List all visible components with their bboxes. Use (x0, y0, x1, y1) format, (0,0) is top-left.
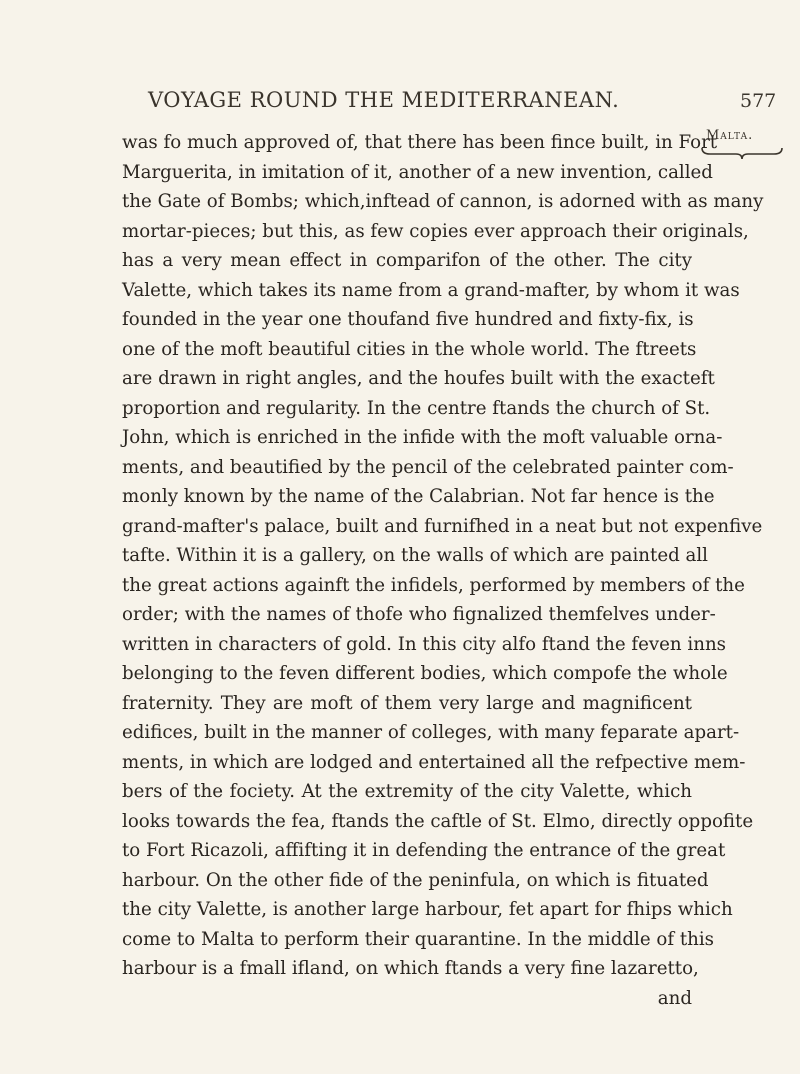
text-line: harbour. On the other fide of the peninfula, on which is fituated (122, 869, 709, 891)
text-line: the Gate of Bombs; which,inftead of cannon, is adorned with as many (122, 191, 764, 212)
text-line: tafte. Within it is a gallery, on the walls of which are painted all (122, 545, 708, 566)
text-line: one of the moft beautiful cities in the whole world. The ftreets (122, 338, 697, 360)
text-line: the city Valette, is another large harbour, fet apart for fhips which (122, 899, 733, 920)
text-line: John, which is enriched in the infide with the moft valuable orna- (122, 427, 723, 448)
text-line: fraternity. They are moft of them very large and magnificent (122, 692, 692, 714)
catchword: and (657, 987, 692, 1009)
text-line: bers of the fociety. At the extremity of the city Valette, which (122, 781, 692, 802)
text-line: come to Malta to perform their quarantine. In the middle of this (122, 928, 715, 950)
running-head: VOYAGE ROUND THE MEDITERRANEAN. (148, 88, 620, 112)
text-line: to Fort Ricazoli, affifting it in defending the entrance of the great (122, 840, 726, 861)
text-line: order; with the names of thofe who fignalized themfelves under- (122, 604, 716, 625)
text-line: ments, and beautified by the pencil of the celebrated painter com- (122, 456, 734, 478)
text-line: are drawn in right angles, and the houfes built with the exacteft (122, 368, 715, 389)
margin-note: Malta. (706, 128, 754, 143)
page-number: 577 (740, 90, 777, 112)
text-line: Marguerita, in imitation of it, another of a new invention, called (122, 161, 713, 183)
text-line: Valette, which takes its name from a grand-mafter, by whom it was (122, 279, 740, 301)
text-line: mortar-pieces; but this, as few copies ever approach their originals, (122, 220, 749, 242)
body-text (122, 128, 764, 1013)
text-line: written in characters of gold. In this city alfo ftand the feven inns (122, 633, 727, 655)
text-line: founded in the year one thoufand five hundred and fixty-fix, is (122, 309, 694, 330)
text-line: proportion and regularity. In the centre ftands the church of St. (122, 397, 711, 419)
text-line: was fo much approved of, that there has been fince built, in Fort (122, 132, 718, 153)
text-line: edifices, built in the manner of colleges, with many feparate apart- (122, 722, 740, 743)
text-line: has a very mean effect in comparifon of the other. The city (122, 250, 692, 271)
text-line: ments, in which are lodged and entertained all the refpective mem- (122, 751, 746, 773)
text-line: monly known by the name of the Calabrian. Not far hence is the (122, 486, 715, 507)
text-line: grand-mafter's palace, built and furnifhed in a neat but not expenfive (122, 515, 763, 537)
text-line: harbour is a fmall ifland, on which ftands a very fine lazaretto, (122, 958, 699, 979)
text-line: belonging to the feven different bodies, which compofe the whole (122, 663, 728, 684)
text-line: the great actions againft the infidels, performed by members of the (122, 574, 745, 596)
text-line: looks towards the fea, ftands the caftle of St. Elmo, directly oppofite (122, 810, 754, 832)
